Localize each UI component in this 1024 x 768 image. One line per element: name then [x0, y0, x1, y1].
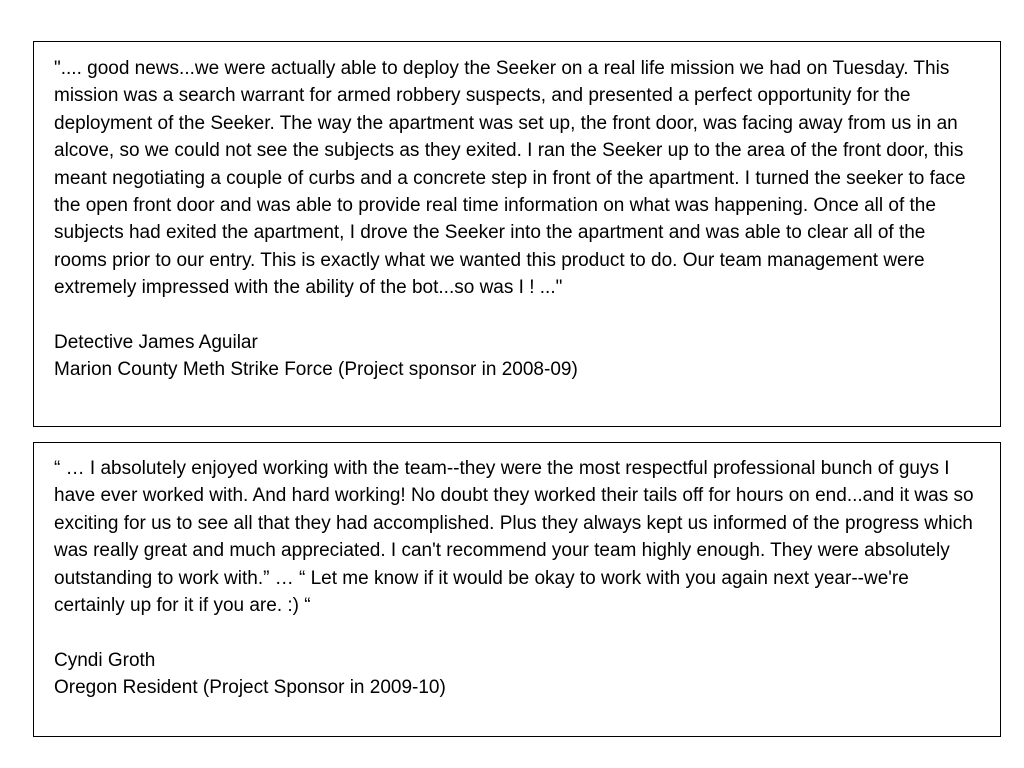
testimonial-quote: ".... good news...we were actually able to deploy the Seeker on a real life mission we had on Tuesday. This mission was a search warrant for armed robbery suspects, and presented a perfect opportunity for the deployment of the Seeker. The way the apartment was set up, the front door, was facing away from us in an alcove, so we could not see the subjects as they exited. I ran the Seeker up to the area of the front door, this meant negotiating a couple of curbs and a concrete step in front of the apartment. I turned the seeker to face the open front door and was able to provide real time information on what was happening. Once all of the subjects had exited the apartment, I drove the Seeker into the apartment and was able to clear all of the rooms prior to our entry. This is exactly what we wanted this product to do. Our team management were extremely impressed with the ability of the bot...so was I ! ...": [54, 58, 966, 299]
testimonial-author-name: Detective James Aguilar: [54, 332, 258, 354]
spacer: [54, 302, 980, 329]
testimonial-author-name: Cyndi Groth: [54, 649, 156, 671]
testimonial-box-2: [33, 442, 1001, 737]
testimonial-box-1: [33, 41, 1001, 427]
testimonial-quote: “ … I absolutely enjoyed working with the team--they were the most respectful professional bunch of guys I have ever worked with. And hard working! No doubt they worked their tails off for hours on end...and it was so exciting for us to see all that they had accomplished. Plus they always kept us informed of the progress which was really great and much appreciated. I can't recommend your team highly enough. They were absolutely outstanding to work with.” … “ Let me know if it would be okay to work with you again next year--we're certainly up for it if you are. :) “: [54, 458, 974, 617]
testimonial-author-affiliation: Oregon Resident (Project Sponsor in 2009-10): [54, 677, 446, 699]
spacer: [54, 619, 980, 646]
testimonial-author-affiliation: Marion County Meth Strike Force (Project sponsor in 2008-09): [54, 359, 578, 381]
